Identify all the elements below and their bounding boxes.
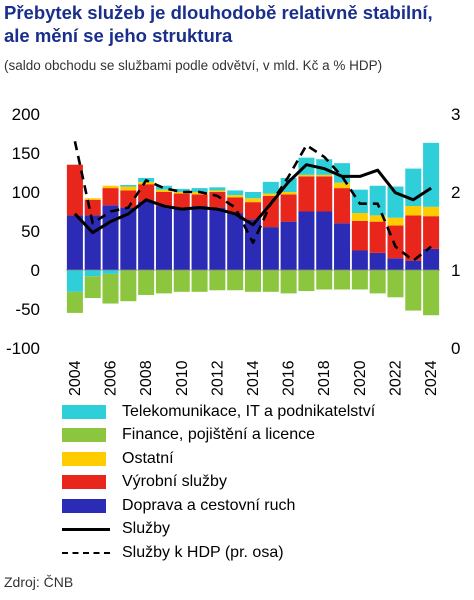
bar-3-2023 [405, 206, 421, 215]
bar-2-2019 [334, 188, 350, 223]
x-tick-label-2006: 2006 [102, 360, 120, 396]
bar-4-2014 [245, 192, 261, 198]
legend-item-6 [62, 518, 375, 542]
bar-2-2023 [405, 215, 421, 260]
bar-2-2024 [423, 216, 439, 249]
bar-4-2021 [370, 186, 386, 216]
y-tick-label-150: 150 [11, 144, 40, 163]
y-tick-label-200: 200 [11, 105, 40, 124]
x-tick-label-2016: 2016 [280, 360, 298, 396]
bar-2-2018 [316, 176, 332, 211]
bar-5-2022 [387, 270, 403, 297]
x-tick-label-2018: 2018 [316, 360, 334, 396]
bar-2-2012 [209, 192, 225, 208]
y2-tick-label-2: 2 [451, 183, 461, 202]
chart-subtitle: (saldo obchodu se službami podle odvětví, v mld. Kč a % HDP) [4, 58, 383, 73]
legend-label: Telekomunikace, IT a podnikatelství [122, 402, 376, 420]
bar-2-2010 [174, 194, 190, 208]
legend-line-swatch [62, 546, 110, 560]
bar-4-2006 [103, 270, 119, 274]
bar-5-2012 [209, 270, 225, 290]
bar-5-2013 [227, 270, 243, 290]
y-tick-label--100: -100 [5, 339, 40, 358]
bar-5-2019 [334, 270, 350, 290]
y-tick-label-100: 100 [11, 183, 40, 202]
bar-4-2005 [85, 270, 101, 276]
bar-1-2017 [298, 212, 314, 271]
bar-4-2015 [263, 182, 279, 194]
bar-5-2016 [281, 270, 297, 293]
bar-1-2015 [263, 227, 279, 270]
bar-1-2008 [138, 201, 154, 270]
bar-2-2016 [281, 194, 297, 221]
bar-1-2024 [423, 249, 439, 270]
chart-title-line-2: ale mění se jeho struktura [4, 25, 233, 46]
bar-4-2007 [120, 185, 136, 187]
chart-legend [62, 400, 375, 565]
x-tick-label-2012: 2012 [209, 360, 227, 396]
bar-5-2011 [192, 270, 208, 292]
legend-item-7 [62, 541, 375, 565]
bar-5-2014 [245, 270, 261, 292]
bar-3-2016 [281, 192, 297, 194]
bar-2-2011 [192, 194, 208, 206]
legend-label: Finance, pojištění a licence [122, 426, 315, 444]
bar-1-2013 [227, 213, 243, 270]
bar-5-2017 [298, 270, 314, 291]
bar-2-2006 [103, 188, 119, 205]
bar-5-2023 [405, 270, 421, 311]
chart-title-line-1: Přebytek služeb je dlouhodobě relativně stabilní, [4, 2, 433, 23]
bar-4-2004 [67, 270, 83, 292]
bar-5-2021 [370, 270, 386, 293]
bar-1-2020 [352, 251, 368, 271]
bar-3-2024 [423, 207, 439, 216]
y-tick-label--50: -50 [15, 300, 40, 319]
y2-tick-label-3: 3 [451, 105, 461, 124]
bar-1-2014 [245, 219, 261, 270]
legend-label: Ostatní [122, 449, 174, 467]
legend-swatch [62, 405, 106, 419]
legend-swatch [62, 428, 106, 442]
bar-3-2018 [316, 175, 332, 177]
bar-1-2004 [67, 215, 83, 270]
bar-5-2006 [103, 274, 119, 304]
legend-label: Doprava a cestovní ruch [122, 496, 296, 514]
bar-3-2012 [209, 190, 225, 192]
bar-4-2012 [209, 187, 225, 190]
bar-2-2021 [370, 222, 386, 253]
bar-1-2012 [209, 208, 225, 270]
bar-5-2007 [120, 270, 136, 301]
bar-5-2004 [67, 292, 83, 313]
chart-title [4, 1, 472, 47]
bar-1-2023 [405, 261, 421, 270]
x-tick-label-2008: 2008 [138, 360, 156, 396]
bar-5-2018 [316, 270, 332, 290]
chart-plot [0, 80, 474, 400]
legend-line-swatch [62, 522, 110, 536]
y-tick-label-50: 50 [21, 222, 40, 241]
bar-3-2005 [85, 198, 101, 200]
x-tick-label-2010: 2010 [173, 360, 191, 396]
bar-3-2013 [227, 195, 243, 197]
legend-item-4 [62, 471, 375, 495]
x-tick-label-2014: 2014 [245, 360, 262, 396]
bar-1-2022 [387, 258, 403, 270]
bar-1-2016 [281, 222, 297, 270]
bar-1-2021 [370, 253, 386, 270]
bar-3-2022 [387, 218, 403, 226]
bar-4-2024 [423, 143, 439, 207]
legend-item-2 [62, 424, 375, 448]
source-note: Zdroj: ČNB [4, 574, 74, 590]
x-tick-label-2024: 2024 [423, 360, 441, 396]
bar-1-2018 [316, 212, 332, 271]
legend-label: Výrobní služby [122, 473, 227, 491]
y2-tick-label-0: 0 [451, 339, 461, 358]
legend-item-5 [62, 494, 375, 518]
legend-label: Služby [122, 520, 171, 538]
bar-1-2011 [192, 206, 208, 270]
bar-5-2009 [156, 270, 172, 293]
legend-label: Služby k HDP (pr. osa) [122, 543, 284, 561]
bar-5-2020 [352, 270, 368, 290]
bar-5-2005 [85, 276, 101, 298]
bar-2-2020 [352, 221, 368, 251]
bar-3-2007 [120, 187, 136, 191]
x-tick-label-2022: 2022 [387, 360, 405, 396]
legend-swatch [62, 475, 106, 489]
legend-swatch [62, 499, 106, 513]
legend-item-1 [62, 400, 375, 424]
bar-3-2020 [352, 213, 368, 221]
y-tick-label-0: 0 [30, 261, 40, 280]
bar-5-2015 [263, 270, 279, 292]
bar-2-2007 [120, 190, 136, 207]
bar-1-2009 [156, 206, 172, 270]
bar-1-2010 [174, 208, 190, 270]
x-tick-label-2004: 2004 [66, 360, 84, 396]
bar-1-2019 [334, 223, 350, 270]
bar-3-2014 [245, 198, 261, 202]
bar-3-2017 [298, 175, 314, 177]
y2-tick-label-1: 1 [451, 261, 461, 280]
legend-item-3 [62, 447, 375, 471]
bar-3-2006 [103, 186, 119, 188]
bar-5-2008 [138, 270, 154, 295]
bar-5-2024 [423, 270, 439, 315]
bar-2-2017 [298, 176, 314, 211]
legend-swatch [62, 452, 106, 466]
bar-4-2013 [227, 190, 243, 195]
bar-5-2010 [174, 270, 190, 292]
x-tick-label-2020: 2020 [351, 360, 369, 396]
